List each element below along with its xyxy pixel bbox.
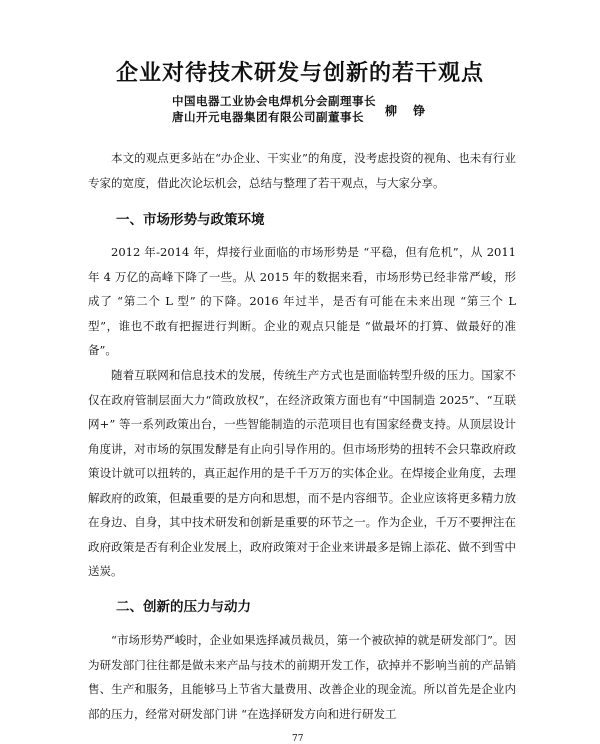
affiliation-line: 中国电器工业协会电焊机分会副理事长 xyxy=(172,94,376,108)
article-title: 企业对待技术研发与创新的若干观点 xyxy=(115,60,484,86)
author-name: 柳 铮 xyxy=(385,104,432,118)
section-heading: 一、市场形势与政策环境 xyxy=(116,212,265,228)
author-affiliations xyxy=(172,93,376,125)
intro-paragraph: 本文的观点更多站在“办企业、干实业”的角度，没考虑投资的视角、也未有行业专家的宽度，借此次论坛机会，总结与整理了若干观点，与大家分享。 xyxy=(88,151,516,190)
affiliation-line: 唐山开元电器集团有限公司副董事长 xyxy=(172,110,364,124)
section-heading: 二、创新的压力与动力 xyxy=(116,599,251,615)
body-paragraph: 随着互联网和信息技术的发展，传统生产方式也是面临转型升级的压力。国家不仅在政府管制层面大力“简政放权”，在经济政策方面也有“中国制造 2025”、“互联网+” 等一系列政策出台，一些智能制造的示范项目也有国家经费支持。从顶层设计角度讲，对市场的氛围发酵是有止向引导作用的。但市场形势的扭转不会只靠政府政策设计就可以扭转的，真正起作用的是千千万万的实体企业。在焊接企业角度，去理解政府的政策，但最重要的是方向和思想，而不是内容细节。企业应该将更多精力放在身边、自身，其中技术研发和创新是重要的环节之一。作为企业，千万不要押注在政府政策是否有利企业发展上，政府政策对于企业来讲最多是锦上添花、做不到雪中送炭。 xyxy=(88,368,516,578)
body-paragraph: 2012 年-2014 年，焊接行业面临的市场形势是 “平稳，但有危机”，从 2011 年 4 万亿的高峰下降了一些。从 2015 年的数据来看，市场形势已经非常严峻，形成了 “第二个 L 型” 的下降。2016 年过半，是否有可能在未来出现 “第三个 L 型”，谁也不敢有把握进行判断。企业的观点只能是 “做最坏的打算、做最好的准备”。 xyxy=(88,245,516,357)
body-paragraph: “市场形势严峻时，企业如果选择减员裁员，第一个被砍掉的就是研发部门”。因为研发部门往往都是做未来产品与技术的前期开发工作，砍掉并不影响当前的产品销售、生产和服务，且能够马上节省大量费用、改善企业的现金流。所以首先是企业内部的压力，经常对研发部门讲 “在选择研发方向和进行研发工 xyxy=(88,633,516,721)
page-number: 77 xyxy=(292,734,304,744)
